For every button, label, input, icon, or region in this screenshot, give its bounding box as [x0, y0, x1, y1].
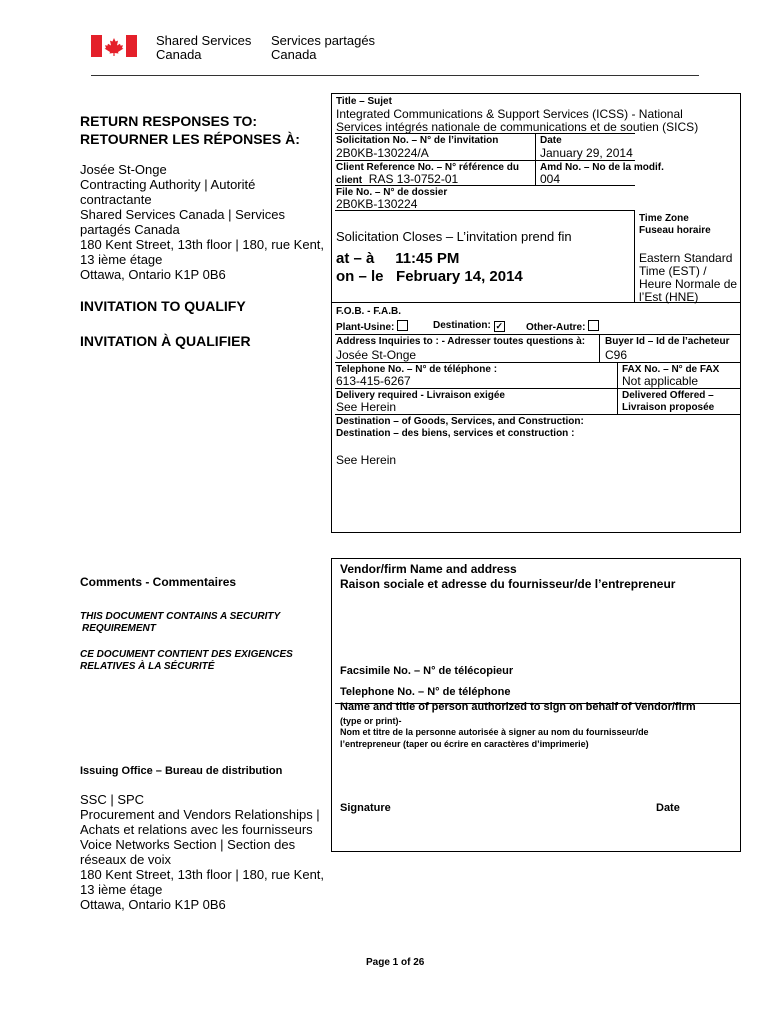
invitation-title-fr: INVITATION À QUALIFIER — [80, 333, 251, 349]
vendor-phone-label: Telephone No. – N° de téléphone — [340, 686, 511, 698]
client-ref-row: client RAS 13-0752-01 — [336, 172, 459, 186]
fob-label: F.O.B. - F.A.B. — [336, 306, 401, 317]
date-value: January 29, 2014 — [540, 146, 633, 160]
fax-value: Not applicable — [622, 374, 699, 388]
invitation-title-en: INVITATION TO QUALIFY — [80, 298, 246, 314]
date-label: Date — [540, 135, 562, 146]
issuing-office-label: Issuing Office – Bureau de distribution — [80, 765, 283, 777]
security-requirement-fr: CE DOCUMENT CONTIENT DES EXIGENCES RELATIVES À LA SÉCURITÉ — [80, 649, 293, 672]
type-or-print: (type or print)- — [340, 716, 402, 726]
inquiries-label: Address Inquiries to : - Adresser toutes questions à: — [336, 336, 586, 347]
divider — [634, 210, 635, 302]
delivered-offered-label: Delivered Offered – Livraison proposée — [622, 390, 715, 413]
comments-label: Comments - Commentaires — [80, 575, 237, 589]
telephone-value: 613-415-6267 — [336, 374, 411, 388]
divider — [335, 334, 741, 335]
destination-goods-label: Destination – of Goods, Services, and Construction: Destination – des biens, services et construction : — [336, 416, 584, 439]
header-rule — [91, 75, 699, 76]
closes-label: Solicitation Closes – L’invitation prend fin — [336, 229, 572, 244]
timezone-value: Eastern Standard Time (EST) / Heure Normale de l’Est (HNE) — [639, 251, 738, 304]
timezone-label: Time Zone Fuseau horaire — [639, 213, 711, 236]
destination-option: Destination: ✓ — [433, 320, 504, 331]
dept-name-fr: Services partagés Canada — [271, 33, 376, 62]
vendor-fax-label: Facsimile No. – N° de télécopieur — [340, 665, 514, 677]
return-responses-heading: RETURN RESPONSES TO: RETOURNER LES RÉPONSES À: — [80, 113, 300, 147]
divider — [535, 133, 536, 185]
destination-checkbox[interactable]: ✓ — [495, 321, 504, 331]
client-ref-value: RAS 13-0752-01 — [368, 172, 459, 186]
solicitation-no-value: 2B0KB-130224/A — [336, 146, 429, 160]
title-label: Title – Sujet — [336, 96, 392, 107]
authorized-person-label: Name and title of person authorized to sign on behalf of Vendor/firm — [340, 701, 696, 713]
divider — [599, 334, 600, 362]
return-address: Josée St-Onge Contracting Authority | Autorité contractante Shared Services Canada | Services partagés Canada 180 Kent Street, 13th floor | 180, rue Kent, 13 ième étage Ottawa, Ontario K1P 0B6 — [80, 162, 325, 282]
plant-option: Plant-Usine: — [336, 320, 408, 334]
client-ref-label: Client Reference No. – N° référence du — [336, 162, 519, 173]
delivery-required-label: Delivery required - Livraison exigée — [336, 390, 505, 401]
delivery-required-value: See Herein — [336, 400, 397, 414]
telephone-label: Telephone No. – N° de téléphone : — [336, 364, 498, 375]
inquiries-value: Josée St-Onge — [336, 348, 417, 362]
page-number: Page 1 of 26 — [366, 957, 425, 968]
title-en: Integrated Communications & Support Services (ICSS) - National — [336, 107, 683, 121]
destination-goods-value: See Herein — [336, 453, 397, 467]
file-no-value: 2B0KB-130224 — [336, 197, 418, 211]
canada-flag-logo — [91, 35, 137, 57]
divider — [335, 414, 741, 415]
amd-value: 004 — [540, 172, 561, 186]
other-option: Other-Autre: — [526, 320, 599, 334]
buyer-id-value: C96 — [605, 348, 628, 362]
fax-label: FAX No. – N° de FAX — [622, 364, 720, 375]
other-checkbox[interactable] — [588, 320, 599, 331]
solicitation-no-label: Solicitation No. – N° de l’invitation — [336, 135, 499, 146]
file-no-label: File No. – N° de dossier — [336, 187, 448, 198]
divider — [335, 362, 741, 363]
signature-date-label: Date — [656, 802, 680, 814]
amd-label: Amd No. – No de la modif. — [540, 162, 664, 173]
title-fr: Services intégrés nationale de communications et de soutien (SICS) — [336, 120, 699, 134]
buyer-id-label: Buyer Id – Id de l’acheteur — [605, 336, 730, 347]
signature-label: Signature — [340, 802, 391, 814]
vendor-name-label: Vendor/firm Name and address Raison sociale et adresse du fournisseur/de l’entrepreneur — [340, 562, 676, 591]
closing-time: at – à 11:45 PM on – le February 14, 2014 — [336, 250, 523, 285]
issuing-office-address: SSC | SPC Procurement and Vendors Relationships | Achats et relations avec les fournisseurs Voice Networks Section | Section des réseaux de voix 180 Kent Street, 13th floor | 180, rue Kent, 13 ième étage Ottawa, Ontario K1P 0B6 — [80, 792, 325, 912]
dept-name-en: Shared Services Canada — [156, 33, 252, 62]
authorized-person-label-fr: Nom et titre de la personne autorisée à signer au nom du fournisseur/de l’entrepreneur (taper ou écrire en caractères d’imprimerie) — [340, 727, 649, 749]
divider — [335, 160, 635, 161]
divider — [335, 388, 741, 389]
plant-checkbox[interactable] — [397, 320, 408, 331]
security-requirement-en: THIS DOCUMENT CONTAINS A SECURITY REQUIREMENT — [80, 611, 281, 634]
